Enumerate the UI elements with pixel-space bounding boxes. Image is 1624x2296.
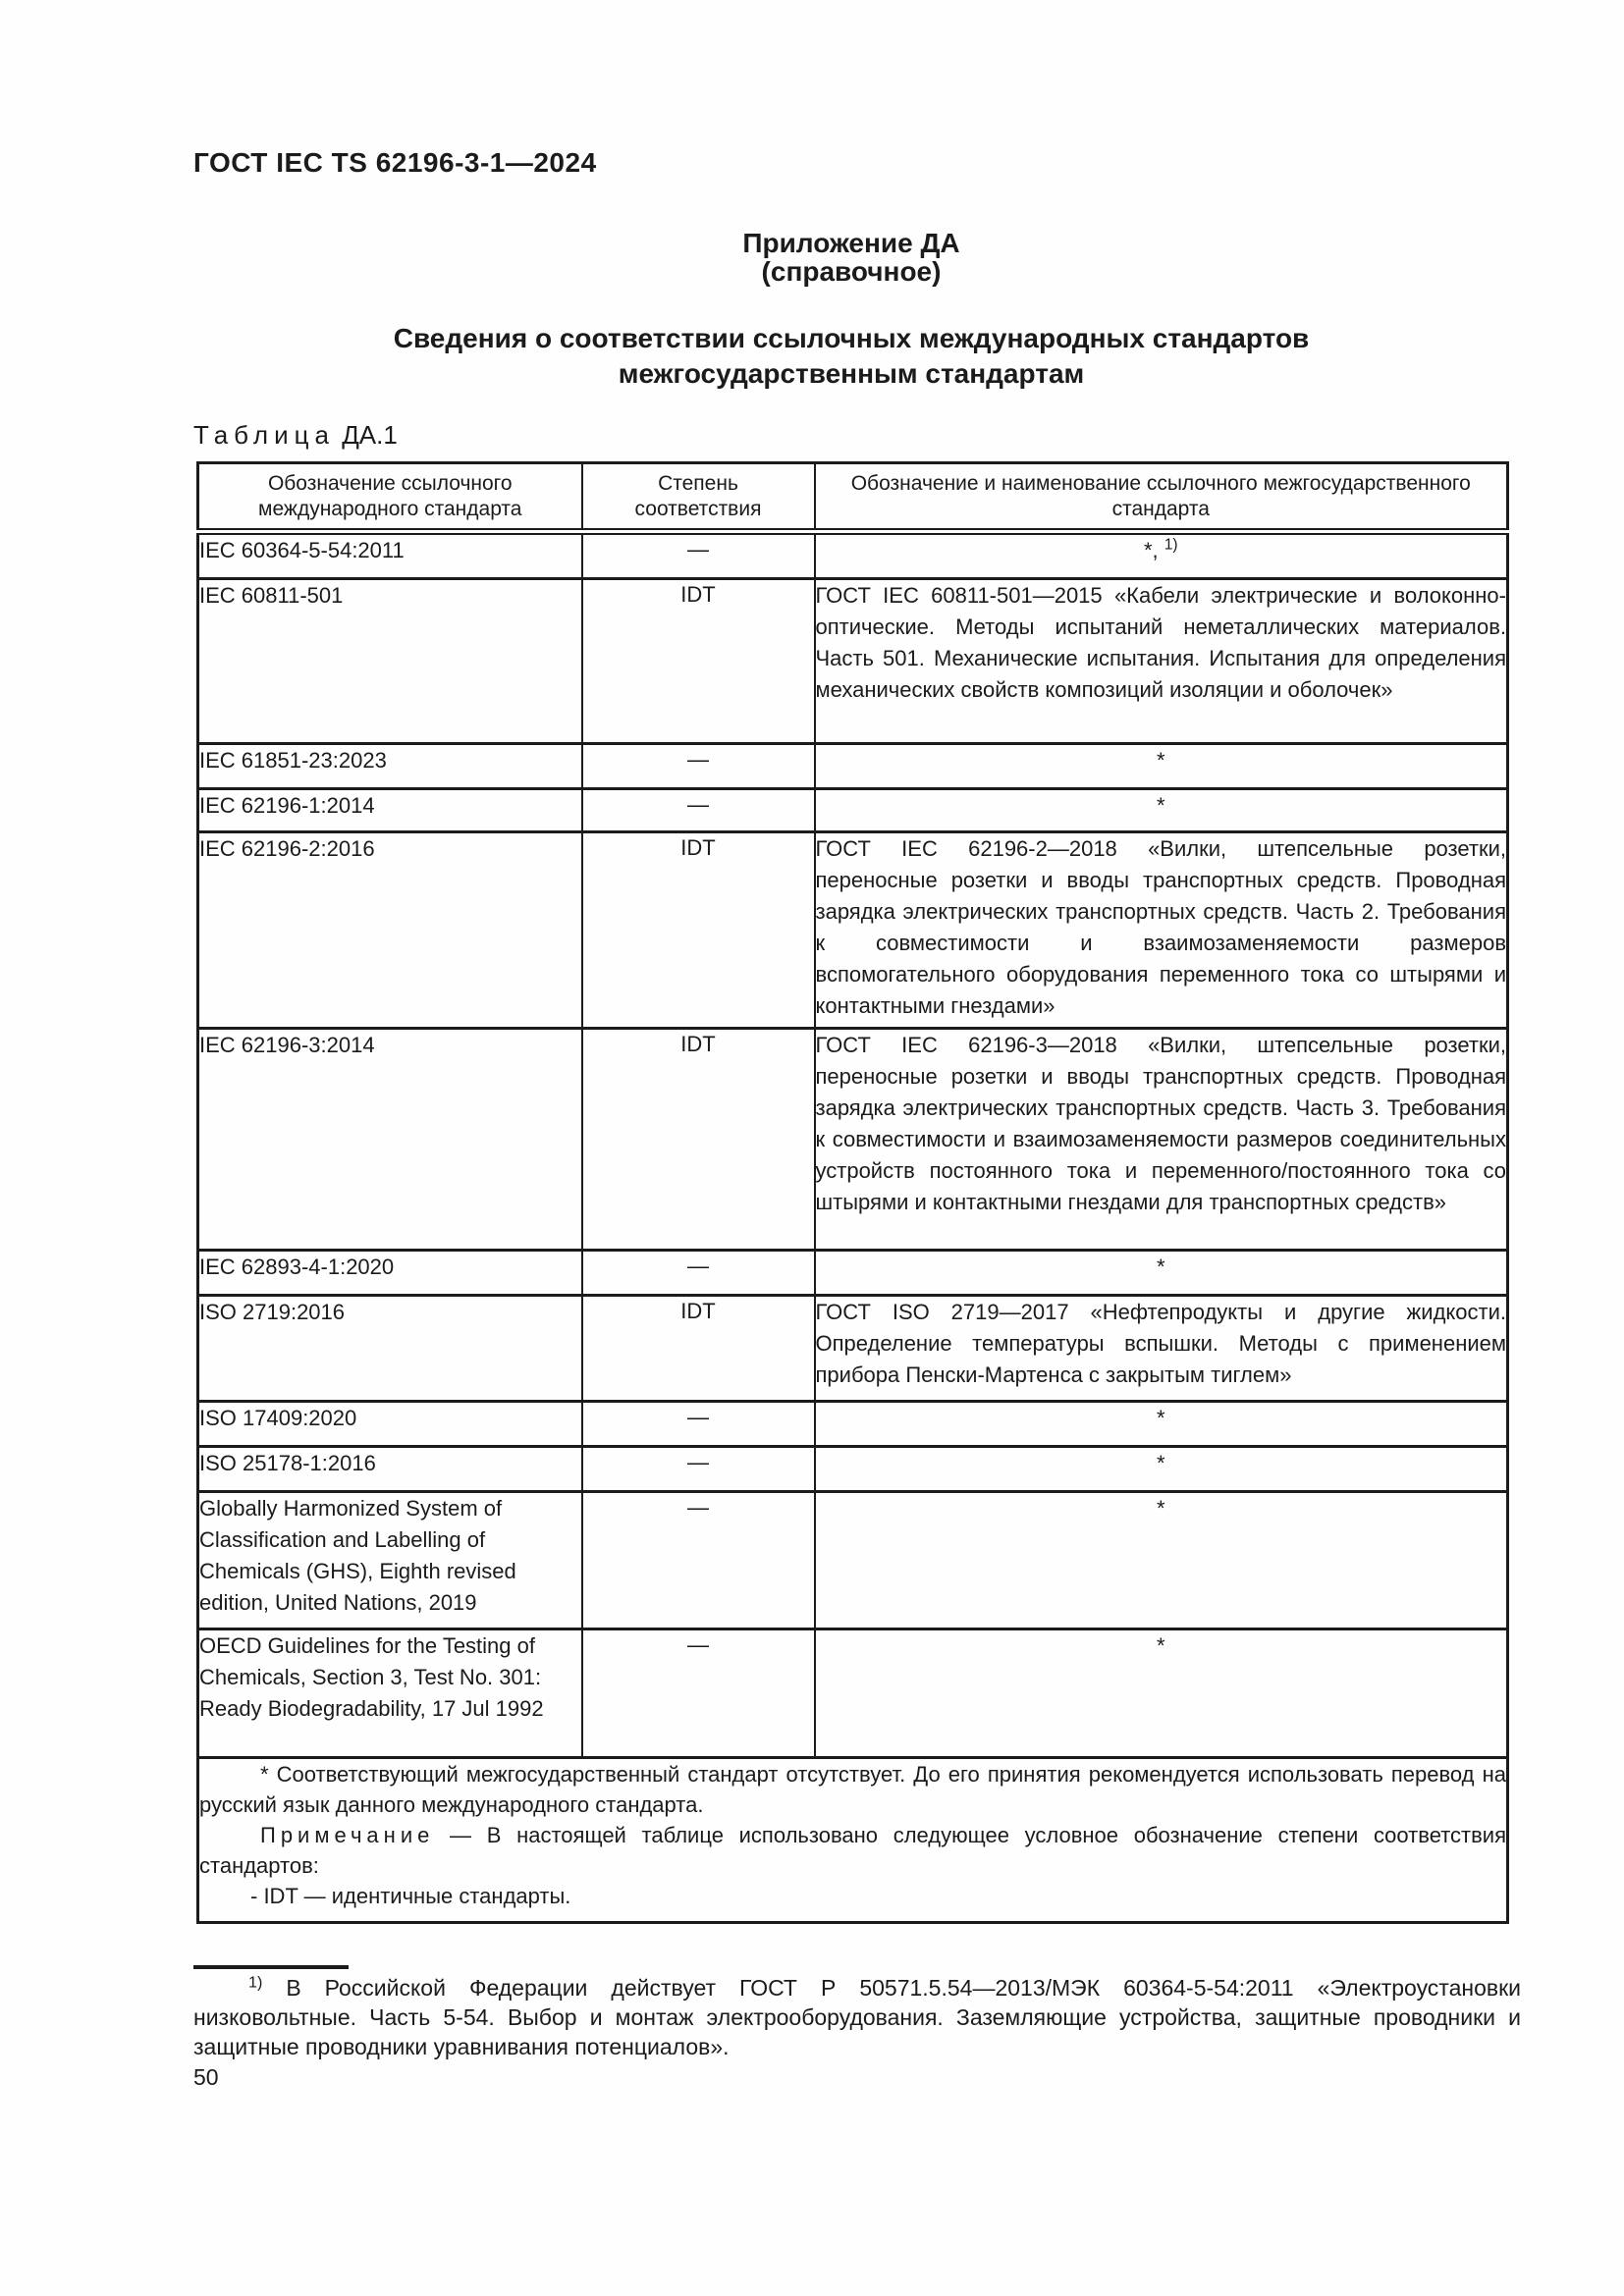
table-caption-id: ДА.1	[342, 420, 398, 450]
footnote-rule	[193, 1965, 349, 1969]
table-row	[198, 1492, 1508, 1629]
table-row	[198, 532, 1508, 579]
cell-interstate-standard: *	[815, 1629, 1508, 1758]
cell-international-standard: IEC 62196-2:2016	[198, 832, 582, 1029]
cell-degree: —	[582, 1492, 815, 1629]
cell-degree: —	[582, 1447, 815, 1492]
cell-interstate-standard: ГОСТ IEC 60811-501—2015 «Кабели электрические и волоконно-оптические. Методы испытаний неметаллических материалов. Часть 501. Механические испытания. Испытания для определения механических свойств композиций изоляции и оболочек»	[815, 579, 1508, 744]
table-caption-word: Таблица	[193, 420, 335, 450]
cell-degree: —	[582, 1251, 815, 1296]
cell-interstate-standard: ГОСТ IEC 62196-3—2018 «Вилки, штепсельные розетки, переносные розетки и вводы транспортных средств. Проводная зарядка электрических транспортных средств. Часть 3. Требования к совместимости и взаимозаменяемости размеров соединительных устройств постоянного тока и переменного/постоянного тока со штырями и контактными гнездами для транспортных средств»	[815, 1029, 1508, 1251]
table-row	[198, 1402, 1508, 1447]
cell-international-standard: IEC 61851-23:2023	[198, 744, 582, 789]
cell-international-standard: Globally Harmonized System of Classification and Labelling of Chemicals (GHS), Eighth revised edition, United Nations, 2019	[198, 1492, 582, 1629]
cell-degree: IDT	[582, 1296, 815, 1402]
cell-international-standard: IEC 60364-5-54:2011	[198, 532, 582, 579]
cell-interstate-standard: *, $^{1)}$	[815, 532, 1508, 579]
table-row	[198, 744, 1508, 789]
cell-international-standard: IEC 60811-501	[198, 579, 582, 744]
page-footnote	[193, 1973, 1521, 2061]
cell-degree: —	[582, 789, 815, 832]
cell-international-standard: IEC 62893-4-1:2020	[198, 1251, 582, 1296]
table-row	[198, 1447, 1508, 1492]
table-row	[198, 1296, 1508, 1402]
footnote-text: В Российской Федерации действует ГОСТ Р 50571.5.54—2013/МЭК 60364-5-54:2011 «Электроустановки низковольтные. Часть 5-54. Выбор и монтаж электрооборудования. Заземляющие устройства, защитные проводники и защитные проводники уравнивания потенциалов».	[193, 1975, 1521, 2059]
header-interstate-standard: Обозначение и наименование ссылочного межгосударственного стандарта	[815, 463, 1508, 532]
table-header-row	[198, 463, 1508, 532]
table-footnote-cell	[198, 1758, 1508, 1923]
cell-degree: IDT	[582, 1029, 815, 1251]
cell-degree: —	[582, 744, 815, 789]
cell-interstate-standard: *	[815, 1492, 1508, 1629]
correspondence-table	[196, 461, 1509, 1924]
header-degree: Степень соответствия	[582, 463, 815, 532]
table-footnote-row	[198, 1758, 1508, 1923]
table-row	[198, 789, 1508, 832]
cell-interstate-standard: ГОСТ ISO 2719—2017 «Нефтепродукты и другие жидкости. Определение температуры вспышки. Методы с применением прибора Пенски-Мартенса с закрытым тиглем»	[815, 1296, 1508, 1402]
footnote-paragraph	[193, 1973, 1521, 2061]
note-label: Примечание	[260, 1823, 435, 1847]
cell-degree: IDT	[582, 579, 815, 744]
cell-international-standard: IEC 62196-1:2014	[198, 789, 582, 832]
cell-degree: —	[582, 532, 815, 579]
footnote-marker: 1)	[248, 1973, 263, 1992]
cell-degree: —	[582, 1629, 815, 1758]
cell-degree: —	[582, 1402, 815, 1447]
cell-interstate-standard: *	[815, 789, 1508, 832]
table-row	[198, 832, 1508, 1029]
cell-interstate-standard: *	[815, 1447, 1508, 1492]
cell-degree: IDT	[582, 832, 815, 1029]
cell-international-standard: OECD Guidelines for the Testing of Chemicals, Section 3, Test No. 301: Ready Biodegradability, 17 Jul 1992	[198, 1629, 582, 1758]
cell-interstate-standard: *	[815, 1402, 1508, 1447]
page-number: 50	[193, 2064, 219, 2090]
table-caption	[193, 420, 398, 451]
section-title	[196, 321, 1506, 392]
table-row	[198, 1629, 1508, 1758]
cell-international-standard: IEC 62196-3:2014	[198, 1029, 582, 1251]
idt-definition: - IDT — идентичные стандарты.	[250, 1884, 571, 1908]
cell-international-standard: ISO 25178-1:2016	[198, 1447, 582, 1492]
section-title-line1: Сведения о соответствии ссылочных международных стандартов	[393, 323, 1310, 353]
cell-interstate-standard: *	[815, 1251, 1508, 1296]
appendix-label: Приложение ДА	[742, 228, 960, 258]
appendix-kind: (справочное)	[761, 256, 942, 287]
cell-international-standard: ISO 2719:2016	[198, 1296, 582, 1402]
note-paragraph	[199, 1820, 1506, 1881]
note-text: — В настоящей таблице использовано следующее условное обозначение степени соответствия стандартов:	[199, 1823, 1506, 1878]
table-row	[198, 1251, 1508, 1296]
cell-interstate-standard: ГОСТ IEC 62196-2—2018 «Вилки, штепсельные розетки, переносные розетки и вводы транспортных средств. Проводная зарядка электрических транспортных средств. Часть 2. Требования к совместимости и взаимозаменяемости размеров вспомогательного оборудования переменного тока со штырями и контактными гнездами»	[815, 832, 1508, 1029]
running-head: ГОСТ IEC TS 62196-3-1—2024	[193, 147, 597, 178]
table-row	[198, 1029, 1508, 1251]
asterisk-note: * Соответствующий межгосударственный стандарт отсутствует. До его принятия рекомендуется использовать перевод на русский язык данного международного стандарта.	[199, 1762, 1506, 1817]
section-title-line2: межгосударственным стандартам	[618, 358, 1085, 389]
table-row	[198, 579, 1508, 744]
footnote-ref: 1)	[1164, 536, 1178, 554]
cell-international-standard: ISO 17409:2020	[198, 1402, 582, 1447]
header-international-standard: Обозначение ссылочного международного стандарта	[198, 463, 582, 532]
appendix-heading	[196, 229, 1506, 286]
cell-interstate-standard: *	[815, 744, 1508, 789]
